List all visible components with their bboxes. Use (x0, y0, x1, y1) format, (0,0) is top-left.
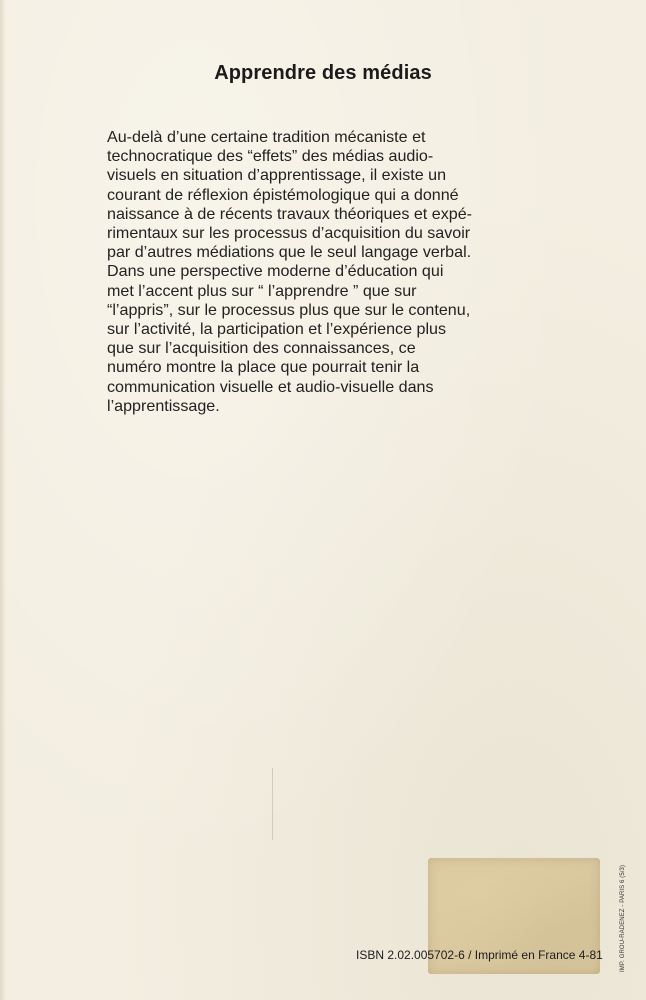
blurb-line: Dans une perspective moderne d’éducation qui (107, 262, 444, 281)
isbn-line: ISBN 2.02.005702-6 / Imprimé en France 4-81 (356, 948, 603, 962)
blurb-line: naissance à de récents travaux théoriques et expé- (107, 204, 473, 223)
blurb-line: l’apprentissage. (107, 396, 220, 415)
blurb-line: met l’accent plus sur “ l’apprendre ” que sur (107, 281, 417, 300)
blurb-line: courant de réflexion épistémologique qui a donné (107, 185, 459, 204)
blurb-line: technocratique des “effets” des médias audio- (107, 147, 434, 166)
blurb-line: numéro montre la place que pourrait tenir la (107, 358, 420, 377)
paper-edge-shadow (0, 0, 6, 1000)
blurb-line: communication visuelle et audio-visuelle dans (107, 377, 434, 396)
blurb-line: par d’autres médiations que le seul langage verbal. (107, 243, 472, 262)
blurb-line: Au-delà d’une certaine tradition mécaniste et (107, 128, 426, 146)
blurb-line: sur l’activité, la participation et l’expérience plus (107, 320, 447, 339)
blurb-line: que sur l’acquisition des connaissances, ce (107, 339, 416, 358)
blurb-line: rimentaux sur les processus d’acquisition du savoir (107, 224, 471, 243)
paper-crease (272, 768, 273, 840)
blurb-paragraph (107, 128, 536, 416)
blurb-line: “l’appris”, sur le processus plus que sur le contenu, (107, 300, 471, 319)
cover-title: Apprendre des médias (214, 62, 432, 84)
printer-imprint: IMP. GROU-RADENEZ - PARIS 6 (5/3) (620, 864, 626, 972)
blurb-line: visuels en situation d’apprentissage, il existe un (107, 166, 447, 185)
